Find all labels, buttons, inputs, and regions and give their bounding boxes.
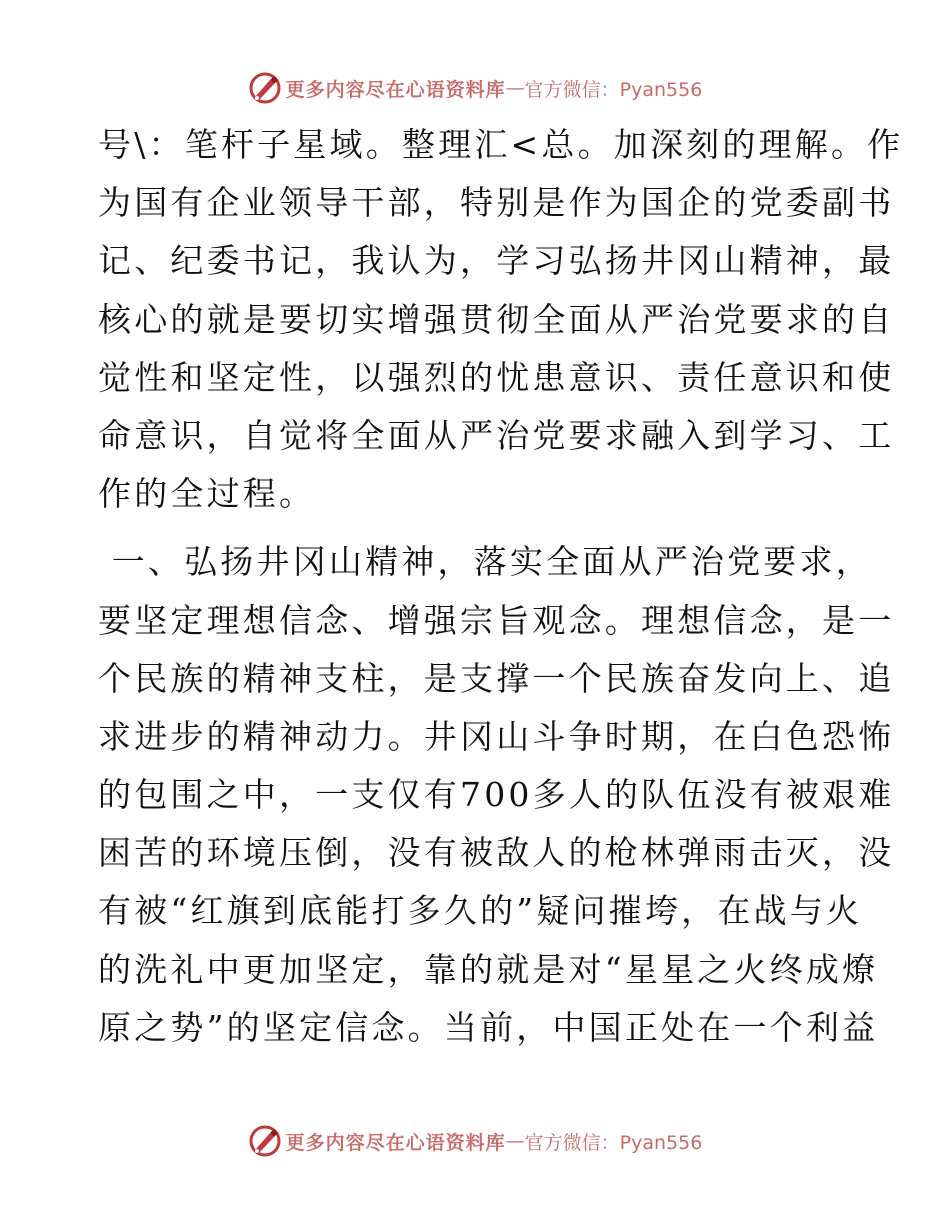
section-heading: 一、弘扬井冈山精神，落实全面从严治党要求， bbox=[98, 542, 872, 582]
text-line: 的洗礼中更加坚定，靠的就是对“星星之火终成燎 bbox=[98, 949, 879, 989]
watermark-wechat: 官方微信：Pyan556 bbox=[524, 1131, 703, 1154]
text-line: 的包围之中，一支仅有700多人的队伍没有被艰难 bbox=[98, 775, 895, 815]
text-line: 记、纪委书记，我认为，学习弘扬井冈山精神，最 bbox=[98, 241, 895, 281]
document-body bbox=[98, 116, 904, 1057]
text-line: 有被“红旗到底能打多久的”疑问摧垮，在战与火 bbox=[98, 891, 863, 931]
header-watermark bbox=[0, 70, 950, 106]
text-line: 号\：笔杆子星域。整理汇<总。加深刻的理解。作 bbox=[98, 125, 904, 164]
paragraph-2 bbox=[98, 592, 895, 1058]
text-line: 困苦的环境压倒，没有被敌人的枪林弹雨击灭，没 bbox=[98, 833, 895, 873]
text-line: 原之势”的坚定信念。当前，中国正处在一个利益 bbox=[98, 1007, 879, 1047]
text-line: 求进步的精神动力。井冈山斗争时期，在白色恐怖 bbox=[98, 716, 895, 756]
watermark-wechat: 官方微信：Pyan556 bbox=[524, 78, 703, 101]
watermark-separator: — bbox=[505, 77, 525, 99]
text-line: 个民族的精神支柱，是支撑一个民族奋发向上、追 bbox=[98, 658, 895, 698]
text-line: 觉性和坚定性，以强烈的忧患意识、责任意识和使 bbox=[98, 357, 895, 397]
text-line: 为国有企业领导干部，特别是作为国企的党委副书 bbox=[98, 183, 895, 223]
watermark-text: 更多内容尽在心语资料库 bbox=[285, 78, 506, 101]
paragraph-gap bbox=[98, 523, 858, 533]
text-line: 核心的就是要切实增强贯彻全面从严治党要求的自 bbox=[98, 299, 895, 339]
text-line: 要坚定理想信念、增强宗旨观念。理想信念，是一 bbox=[98, 600, 895, 640]
text-line: 命意识，自觉将全面从严治党要求融入到学习、工 bbox=[98, 415, 895, 455]
footer-watermark bbox=[0, 1123, 950, 1159]
watermark-separator: — bbox=[505, 1130, 525, 1152]
watermark-text: 更多内容尽在心语资料库 bbox=[285, 1131, 506, 1154]
paragraph-1 bbox=[98, 116, 904, 523]
writing-pen-logo-icon bbox=[248, 71, 282, 105]
writing-pen-logo-icon bbox=[248, 1124, 282, 1158]
text-line: 作的全过程。 bbox=[98, 474, 316, 514]
